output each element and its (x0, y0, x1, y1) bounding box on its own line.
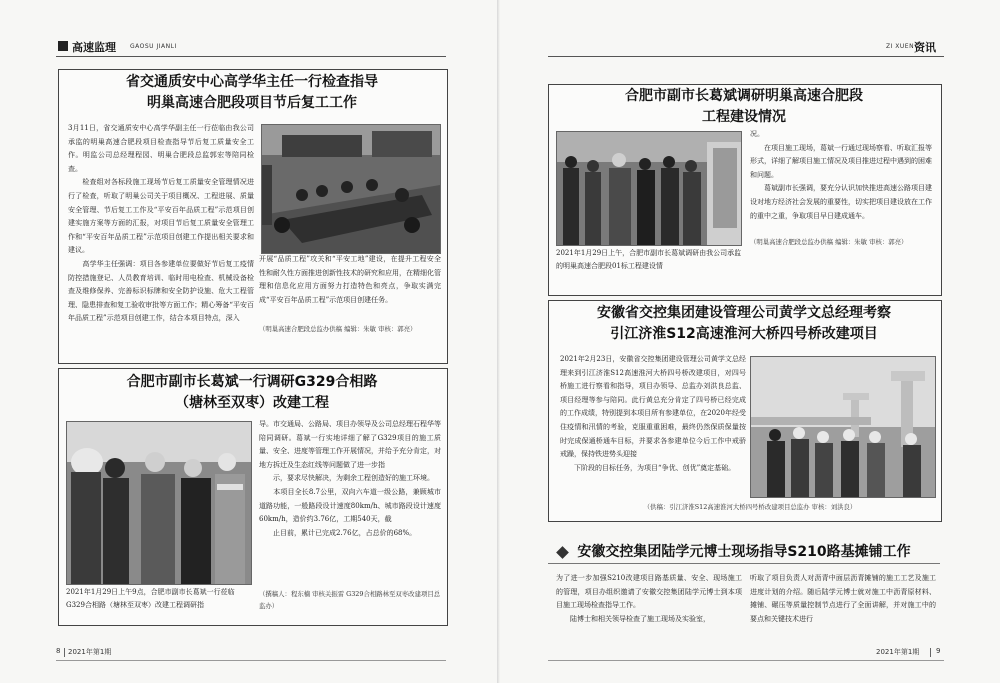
left-section-title: 高速监理 (72, 41, 116, 54)
title-rule (548, 563, 940, 564)
exhibit-photo (556, 131, 742, 246)
right-page (500, 0, 1000, 683)
article-body: 况。 在项目施工现场，葛斌一行通过现场察看、听取汇报等形式，详细了解项目施工情况及项目推进过程中遇到的困难和问题。 葛斌副市长强调，要充分认识加快推进高速公路项目建设对地方经济社会发展的重要性，切实把项目建设放在工作的重中之重，争取项目早日建成通车。 (750, 130, 932, 220)
footer-divider (64, 648, 65, 657)
issue-label: 2021年第1期 (68, 648, 112, 656)
article-credit: （撰稿人：程东楠 审核关振雷 G329合相路林至双枣改建项目总监办） (259, 590, 441, 610)
article-title (552, 303, 936, 345)
right-section-latin: ZI XUEN (886, 43, 915, 50)
left-header-rule (56, 56, 446, 57)
title-line: 合肥市副市长葛斌一行调研G329合相路 (126, 374, 378, 390)
article-title (552, 86, 936, 128)
article-body: 听取了项目负责人对沥青中面层沥青摊铺的施工工艺及施工进度计划的介绍。随后陆学元博士就对施工中沥青原材料、摊铺、碾压等质量控制节点进行了全面讲解，并对施工中的要点和关键技术进行 (750, 574, 936, 623)
right-footer-rule (548, 660, 944, 661)
title-line: 合肥市副市长葛斌调研明巢高速合肥段 (625, 88, 863, 104)
right-section-title: 资讯 (914, 41, 936, 54)
page-number: 9 (936, 647, 941, 655)
left-section-latin: GAOSU JIANLI (130, 43, 177, 50)
site-visit-photo (66, 421, 252, 585)
article-credit: （明巢高速合肥段总监办供稿 编辑：朱敏 审核：郭亮） (750, 238, 908, 246)
meeting-photo-image (262, 125, 440, 253)
bridge-site-photo (750, 356, 936, 498)
issue-label: 2021年第1期 (876, 648, 920, 656)
article-credit: （供稿：引江济淮S12高速淮河大桥四号桥改建项目总监办 审核：刘洪良） (643, 503, 857, 511)
footer-divider (930, 648, 931, 657)
article-title: 安徽交控集团陆学元博士现场指导S210路基摊铺工作 (577, 544, 911, 560)
article-title (60, 72, 444, 114)
title-line: 引江济淮S12高速淮河大桥四号桥改建项目 (610, 326, 878, 342)
title-line: 工程建设情况 (702, 109, 786, 125)
title-line: （塘林至双枣）改建工程 (175, 395, 329, 411)
article-body: 3月11日，省交通质安中心高学华副主任一行莅临由我公司承监的明巢高速合肥段项目检查指导节后复工质量安全工作。明监公司总经理程园、明巢合肥段总监郭宏等陪同检查。 检查组对各标段施工现场节后复工质量安全管理情况进行了检查，听取了明巢公司关于项目概况、工程进展、质量安全管理、节后复工工作及“平安百年品质工程”示范项目创建实施方案等方面的汇报，对项目节后复工质量安全管理工作和“平安百年品质工程”示范项目创建工作提出相关要求和建议。 高学华主任强调：项目各参建单位要做好节后复工疫情防控措施登记、人员教育培训、临时用电检查、机械设备检查及维修保养、完善标识标牌和安全防护设施、危大工程管理、隐患排查和复工验收审批等方面工作；精心筹备“平安百年品质工程”示范项目创建工作，结合本项目特点，深入 (68, 124, 254, 323)
right-header-rule (548, 56, 944, 57)
article-body: 为了进一步加强S210改建项目路基质量、安全、现场施工的管理，项目办组织邀请了安徽交控集团陆学元博士到本项目施工现场检查指导工作。 陆博士和相关领导检查了施工现场及实验室， (556, 574, 742, 623)
bridge-site-photo-image (751, 357, 935, 497)
article-body: 开展“品质工程”攻关和“平安工地”建设，在提升工程安全性和耐久性方面推进创新性技术的研究和应用，在精细化管理和信息化应用方面努力打造特色和亮点，争取实满完成“平安百年品质工程”示范项目创建任务。 (259, 255, 441, 304)
photo-caption: 2021年1月29日上午9点，合肥市副市长葛斌一行莅临G329合相路（塘林至双枣）改建工程调研指 (66, 588, 235, 609)
photo-caption: 2021年1月29日上午，合肥市副市长葛斌调研由我公司承监的明巢高速合肥段01标工程建设情 (556, 249, 742, 270)
meeting-photo (261, 124, 441, 254)
exhibit-photo-image (557, 132, 741, 245)
article-body: 导。市交通局、公路局、项目办领导及公司总经理石程华等陪同调研。葛斌一行实地详细了解了G329项目的施工质量、安全、进度等管理工作开展情况，并给予充分肯定，对地方拆迁及生态红线等问题做了进一步指 示，要求尽快解决，为剩余工程创造好的施工环境。 本项目全长8.7公里，双向六车道一级公路，兼顾城市道路功能，一般路段设计速度80km/h、城市路段设计速度60km/h，造价约3.76亿，工期540天，截 止目前，累计已完成2.76亿，占总价的68%。 (259, 420, 441, 537)
title-line: 安徽省交控集团建设管理公司黄学文总经理考察 (597, 305, 891, 321)
title-line: 省交通质安中心高学华主任一行检查指导 (126, 74, 378, 90)
header-mark-icon (58, 41, 68, 51)
page-number: 8 (56, 647, 61, 655)
title-line: 明巢高速合肥段项目节后复工工作 (147, 95, 357, 111)
article-title (60, 372, 444, 414)
article-credit: （明巢高速合肥段总监办供稿 编辑：朱敏 审核：郭亮） (259, 325, 417, 333)
left-footer-rule (56, 660, 446, 661)
article-body: 2021年2月23日，安徽省交控集团建设管理公司黄学文总经理来到引江济淮S12高速淮河大桥四号桥改建项目，对四号桥施工进行察看和指导，项目办领导、总监办刘洪良总监、项目经理等参与陪同。此行黄总充分肯定了四号桥已经完成的工作成绩，特别提到本项目所有参建单位，在2020年经受住疫情和汛情的考验，克服重重困难，最终仍然保质保量按时完成保通桥通车目标，并要求各参建单位今后工作中戒骄戒躁，保持铁进势头迎接 下阶段的目标任务，为项目“争优、创优”奠定基础。 (560, 355, 746, 472)
site-visit-photo-image (67, 422, 251, 584)
